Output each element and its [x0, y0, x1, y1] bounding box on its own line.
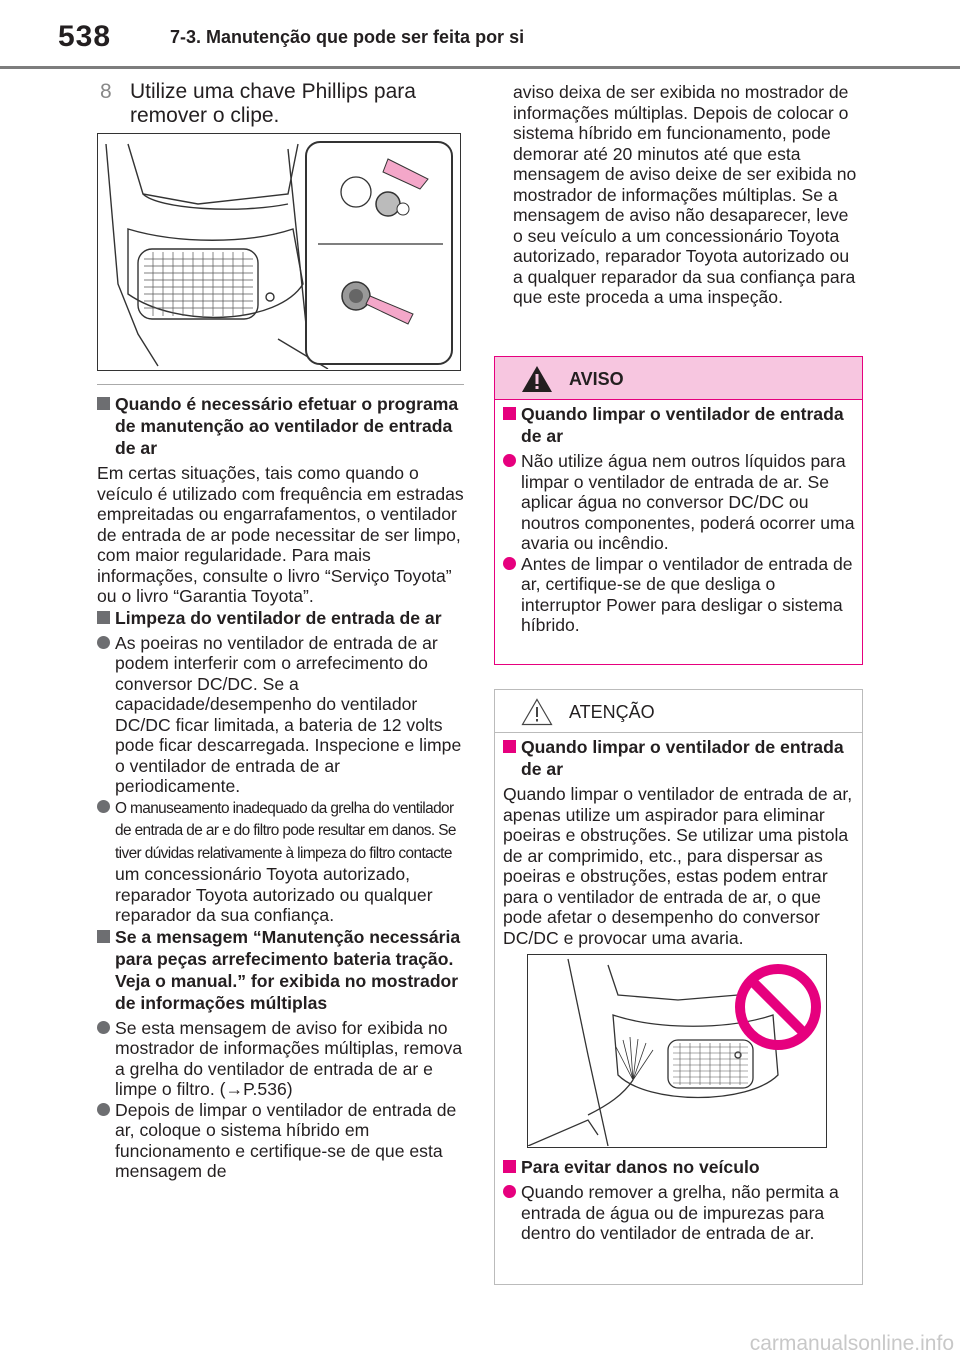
- atencao-heading-cleaning: Quando limpar o ventilador de entrada de ar: [503, 736, 855, 780]
- heading-message: Se a mensagem “Manutenção necessária para peças arrefecimento bateria tração. Veja o manual.” for exibida no mostrador de informações múltiplas: [97, 926, 467, 1014]
- atencao-heading-damage: Para evitar danos no veículo: [503, 1156, 855, 1178]
- square-bullet-icon: [503, 740, 516, 753]
- warning-icon: [521, 365, 553, 393]
- round-bullet-icon: [97, 1021, 110, 1034]
- bullet-item: Antes de limpar o ventilador de entrada de ar, certifique-se de que desliga o interruptor Power para desligar o sistema híbrido.: [503, 554, 855, 636]
- left-column: [97, 393, 467, 1182]
- bullet-item: Não utilize água nem outros líquidos para limpar o ventilador de entrada de ar. Se aplicar água no conversor DC/DC ou noutros componentes, poderá ocorrer uma avaria ou incêndio.: [503, 451, 855, 554]
- seat-grille-drawing: [98, 134, 459, 369]
- square-bullet-icon: [97, 930, 110, 943]
- aviso-box: [494, 356, 863, 665]
- round-bullet-icon: [97, 1103, 110, 1116]
- bullet-item: O manuseamento inadequado da grelha do ventilador de entrada de ar e do filtro pode resultar em danos. Se tiver dúvidas relativamente à limpeza do filtro contacte um concessionário Toyota autorizado, reparador Toyota autorizado ou qualquer reparador da sua confiança.: [97, 797, 467, 926]
- round-bullet-icon: [97, 800, 110, 813]
- divider: [97, 384, 464, 385]
- continued-text: aviso deixa de ser exibida no mostrador de informações múltiplas. Depois de colocar o sistema híbrido em funcionamento, pode demorar até 20 minutos até que esta mensagem de aviso deixe de ser exibida no mostrador de informações múltiplas. Se a mensagem de aviso não desaparecer, leve o seu veículo a um concessionário Toyota autorizado, reparador Toyota autorizado ou a qualquer reparador da sua confiança para que este proceda a uma inspeção.: [513, 82, 857, 307]
- illustration-no-air-gun: [527, 954, 827, 1148]
- bullet-item: Se esta mensagem de aviso for exibida no mostrador de informações múltiplas, remova a grelha do ventilador de entrada de ar e limpe o filtro. (→P.536): [97, 1018, 467, 1100]
- watermark: carmanualsonline.info: [749, 1332, 954, 1355]
- atencao-body: [503, 736, 855, 1244]
- aviso-title: AVISO: [569, 369, 624, 389]
- aviso-header: [495, 357, 862, 400]
- heading-cleaning: Limpeza do ventilador de entrada de ar: [97, 607, 467, 629]
- paragraph: Quando limpar o ventilador de entrada de ar, apenas utilize um aspirador para eliminar poeiras e obstruções. Se utilizar uma pistola de ar comprimido, etc., para dispersar as poeiras e obstruções, estas podem entrar para o ventilador de entrada de ar, o que pode afetar o desempenho do conversor DC/DC e provocar uma avaria.: [503, 784, 853, 948]
- bullet-item: As poeiras no ventilador de entrada de ar podem interferir com o arrefecimento do conversor DC/DC. Se a capacidade/desempenho do ventilador DC/DC ficar limitada, a bateria de 12 volts pode ficar descarregada. Inspecione e limpe o ventilador de entrada de ar periodicamente.: [97, 633, 467, 797]
- round-bullet-icon: [503, 454, 516, 467]
- square-bullet-icon: [503, 1160, 516, 1173]
- heading-maintenance: Quando é necessário efetuar o programa de manutenção ao ventilador de entrada de ar: [97, 393, 467, 459]
- square-bullet-icon: [503, 407, 516, 420]
- atencao-header: [495, 690, 862, 733]
- square-bullet-icon: [97, 397, 110, 410]
- section-title: 7-3. Manutenção que pode ser feita por si: [170, 27, 525, 47]
- header-rule: [0, 66, 960, 69]
- aviso-body: [503, 403, 855, 636]
- caution-icon: [521, 698, 553, 726]
- bullet-item: Quando remover a grelha, não permita a entrada de água ou de impurezas para dentro do ventilador de entrada de ar.: [503, 1182, 855, 1244]
- paragraph: Em certas situações, tais como quando o veículo é utilizado com frequência em estradas empreitadas ou engarrafamentos, o ventilador de entrada de ar pode necessitar de ser limpo, com maior regularidade. Para mais informações, consulte o livro “Serviço Toyota” ou o livro “Garantia Toyota”.: [97, 463, 464, 606]
- aviso-heading: Quando limpar o ventilador de entrada de ar: [503, 403, 855, 447]
- step-number: 8: [100, 80, 112, 103]
- illustration-clip-removal: [97, 133, 461, 371]
- square-bullet-icon: [97, 611, 110, 624]
- air-gun-prohibited-drawing: [528, 955, 825, 1146]
- page-number: 538: [58, 20, 112, 53]
- round-bullet-icon: [503, 1185, 516, 1198]
- round-bullet-icon: [503, 557, 516, 570]
- atencao-title: ATENÇÃO: [569, 702, 655, 722]
- atencao-box: [494, 689, 863, 1285]
- page-header: [0, 0, 960, 66]
- round-bullet-icon: [97, 636, 110, 649]
- bullet-item: Depois de limpar o ventilador de entrada de ar, coloque o sistema híbrido em funcionamento e certifique-se de que esta mensagem de: [97, 1100, 467, 1182]
- step-text: Utilize uma chave Phillips para remover o clipe.: [130, 80, 416, 127]
